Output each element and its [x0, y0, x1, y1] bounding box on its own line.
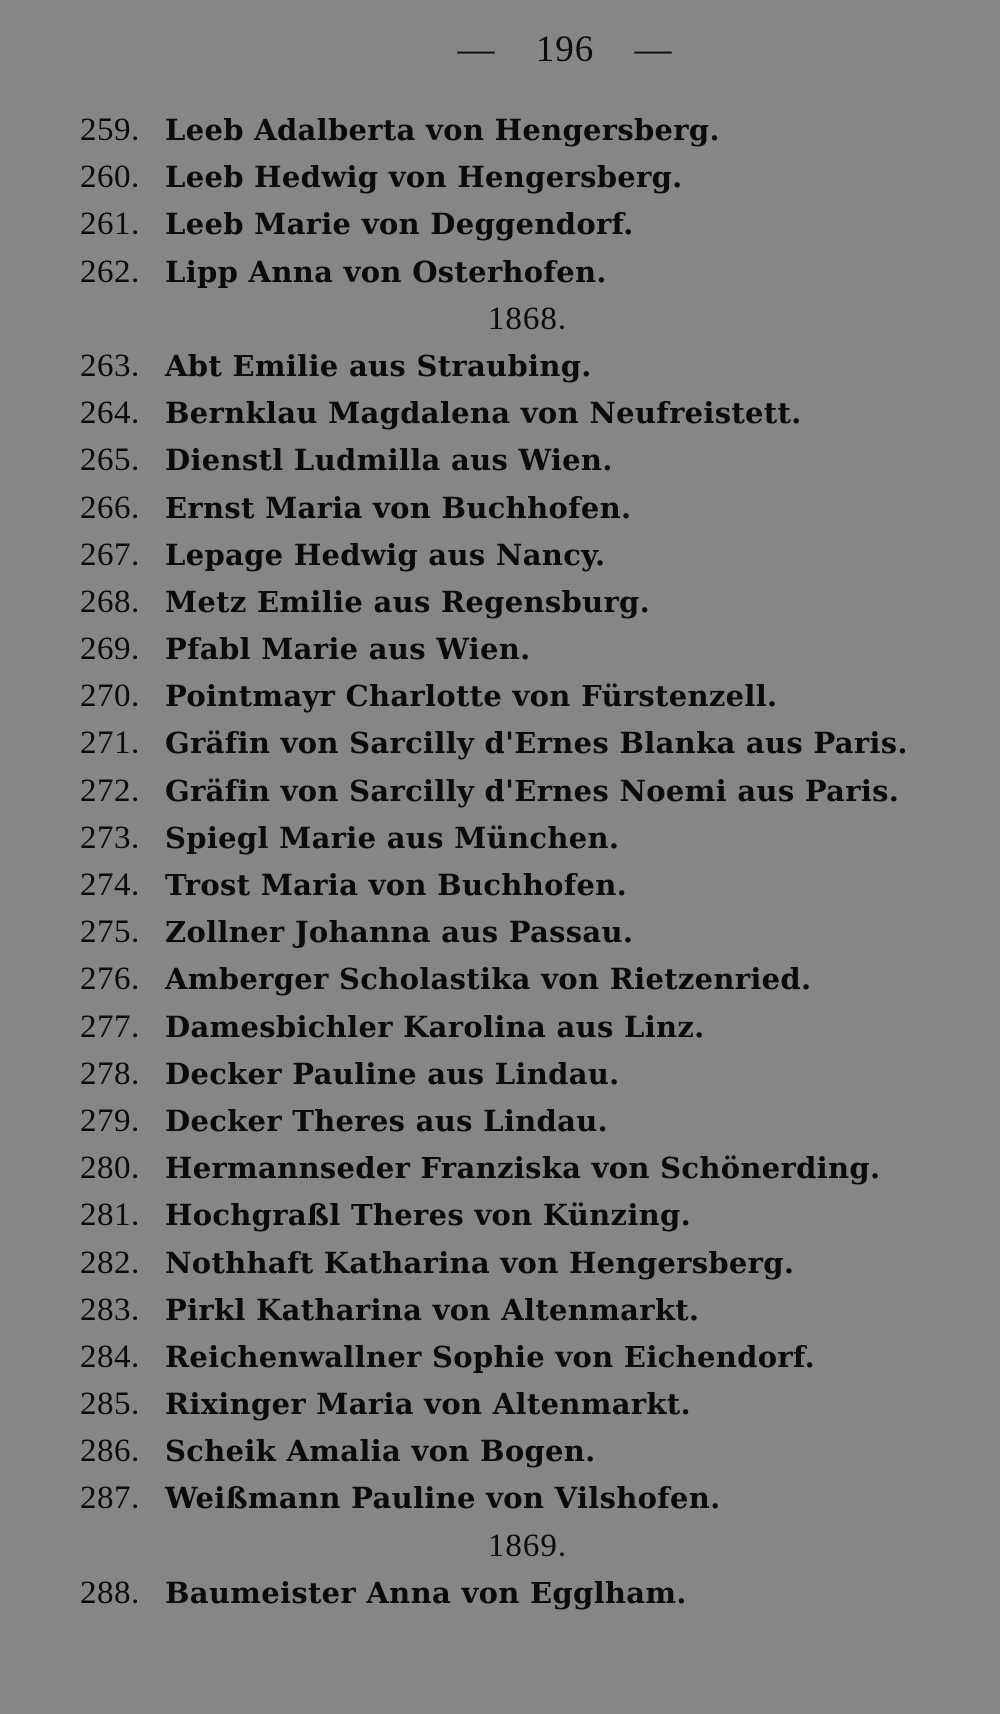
entry-name: Lepage Hedwig aus Nancy. — [165, 537, 606, 572]
entry-number: 276. — [80, 961, 140, 998]
entry-number: 282. — [80, 1244, 140, 1281]
entry-name: Leeb Adalberta von Hengersberg. — [165, 113, 720, 147]
entry-name: Weißmann Pauline von Vilshofen. — [165, 1481, 721, 1516]
year-text: 1869. — [487, 1527, 568, 1564]
year-text: 1868. — [487, 300, 568, 337]
list-item — [0, 1570, 1000, 1617]
entry-number: 262. — [80, 253, 140, 290]
list-item — [0, 1334, 1000, 1381]
entry-name: Metz Emilie aus Regensburg. — [165, 584, 650, 619]
entry-number: 269. — [80, 631, 140, 668]
list-item — [0, 532, 1000, 579]
header-dash-right: — — [634, 29, 673, 70]
list-item — [0, 1192, 1000, 1239]
entry-number: 287. — [80, 1480, 140, 1517]
entry-name: Gräfin von Sarcilly d'Ernes Blanka aus Paris. — [165, 726, 908, 761]
entry-number: 274. — [80, 867, 140, 903]
list-item — [0, 1475, 1000, 1522]
list-item — [0, 390, 1000, 437]
entry-number: 259. — [80, 112, 140, 148]
entry-number: 261. — [80, 206, 140, 243]
page-header — [65, 28, 1000, 71]
list-item — [0, 485, 1000, 532]
entry-name: Decker Pauline aus Lindau. — [165, 1056, 620, 1091]
list-item — [0, 956, 1000, 1003]
entry-name: Pfabl Marie aus Wien. — [165, 632, 531, 667]
entry-number: 277. — [80, 1008, 140, 1045]
entry-number: 268. — [80, 583, 140, 620]
year-heading — [0, 1523, 1000, 1570]
entry-number: 281. — [80, 1197, 140, 1234]
entry-name: Spiegl Marie aus München. — [165, 820, 620, 855]
entry-number: 286. — [80, 1433, 140, 1470]
entry-name: Dienstl Ludmilla aus Wien. — [165, 443, 613, 478]
page-number: 196 — [535, 29, 595, 70]
list-item — [0, 1145, 1000, 1192]
entry-name: Gräfin von Sarcilly d'Ernes Noemi aus Paris. — [165, 773, 900, 808]
entry-name: Scheik Amalia von Bogen. — [165, 1434, 596, 1469]
entry-name: Hermannseder Franziska von Schönerding. — [165, 1151, 881, 1186]
entry-number: 265. — [80, 442, 140, 479]
entry-name: Zollner Johanna aus Passau. — [165, 915, 634, 950]
list-item — [0, 343, 1000, 390]
entry-name: Leeb Hedwig von Hengersberg. — [165, 160, 683, 195]
entry-number: 279. — [80, 1102, 140, 1139]
list-item — [0, 1287, 1000, 1334]
entry-number: 284. — [80, 1338, 140, 1375]
list-item — [0, 1098, 1000, 1145]
entry-name: Pirkl Katharina von Altenmarkt. — [165, 1292, 700, 1327]
entry-number: 283. — [80, 1291, 140, 1328]
list-item — [0, 815, 1000, 862]
list-item — [0, 437, 1000, 484]
header-dash-left: — — [457, 29, 496, 70]
list-item — [0, 720, 1000, 767]
entry-number: 270. — [80, 678, 140, 715]
entry-name: Hochgraßl Theres von Künzing. — [165, 1198, 691, 1233]
entry-number: 267. — [80, 536, 140, 573]
year-heading — [0, 296, 1000, 343]
list-item — [0, 1004, 1000, 1051]
entry-number: 275. — [80, 914, 140, 951]
entry-name: Trost Maria von Buchhofen. — [165, 868, 628, 902]
list-item — [0, 249, 1000, 296]
entry-number: 260. — [80, 159, 140, 196]
list-item — [0, 1051, 1000, 1098]
list-item — [0, 1381, 1000, 1428]
entry-number: 273. — [80, 819, 140, 856]
entry-number: 285. — [80, 1386, 140, 1423]
entry-name: Damesbichler Karolina aus Linz. — [165, 1009, 705, 1044]
list-item — [0, 626, 1000, 673]
entry-name: Bernklau Magdalena von Neufreistett. — [165, 396, 802, 431]
list-item — [0, 107, 1000, 154]
entry-number: 272. — [80, 772, 140, 809]
entry-number: 271. — [80, 725, 140, 762]
entry-name: Lipp Anna von Osterhofen. — [165, 254, 607, 289]
entry-number: 278. — [80, 1055, 140, 1092]
entry-name: Abt Emilie aus Straubing. — [165, 348, 592, 383]
entry-name: Rixinger Maria von Altenmarkt. — [165, 1387, 691, 1422]
entry-number: 288. — [80, 1574, 140, 1611]
entry-name: Reichenwallner Sophie von Eichendorf. — [165, 1339, 816, 1374]
entry-number: 280. — [80, 1150, 140, 1187]
entry-name: Baumeister Anna von Egglham. — [165, 1575, 687, 1610]
entry-name: Leeb Marie von Deggendorf. — [165, 207, 634, 242]
entry-name: Decker Theres aus Lindau. — [165, 1103, 608, 1138]
list-item — [0, 909, 1000, 956]
entry-name: Nothhaft Katharina von Hengersberg. — [165, 1245, 795, 1280]
entry-number: 266. — [80, 489, 140, 526]
list-item — [0, 154, 1000, 201]
entry-list — [0, 107, 1000, 1617]
entry-name: Pointmayr Charlotte von Fürstenzell. — [165, 679, 778, 714]
entry-number: 264. — [80, 395, 140, 432]
list-item — [0, 579, 1000, 626]
list-item — [0, 768, 1000, 815]
list-item — [0, 201, 1000, 248]
list-item — [0, 673, 1000, 720]
entry-number: 263. — [80, 347, 140, 384]
entry-name: Ernst Maria von Buchhofen. — [165, 490, 632, 525]
entry-name: Amberger Scholastika von Rietzenried. — [165, 962, 812, 997]
list-item — [0, 1240, 1000, 1287]
list-item — [0, 1428, 1000, 1475]
list-item — [0, 862, 1000, 909]
